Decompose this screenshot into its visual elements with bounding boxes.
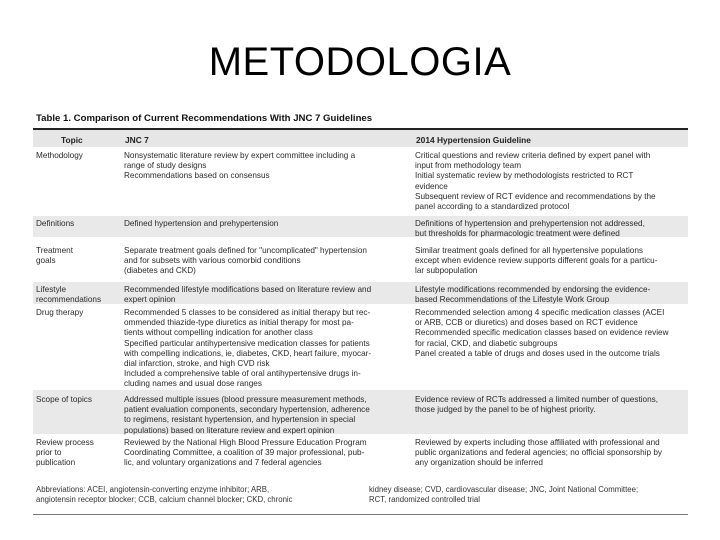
cell-line: range of study designs bbox=[124, 161, 207, 171]
cell-line: evidence bbox=[415, 181, 448, 191]
cell-line: Initial systematic review by methodologists restricted to RCT bbox=[415, 171, 634, 181]
cell-jnc7 bbox=[124, 246, 414, 277]
cell-line: for racial, CKD, and diabetic subgroups bbox=[415, 338, 558, 348]
cell-line: Panel created a table of drugs and doses used in the outcome trials bbox=[415, 348, 660, 358]
cell-line: Definitions bbox=[36, 219, 75, 228]
cell-line: recommendations bbox=[36, 295, 102, 305]
abbreviation-line: kidney disease; CVD, cardiovascular disease; JNC, Joint National Committee; bbox=[369, 485, 639, 494]
cell-jnc7 bbox=[124, 438, 414, 469]
table-document bbox=[33, 108, 688, 516]
cell-line: Reviewed by the National High Blood Pressure Education Program bbox=[124, 438, 367, 447]
table-bottom-rule bbox=[33, 514, 688, 515]
cell-jnc7 bbox=[124, 285, 414, 305]
cell-line: lar subpopulation bbox=[415, 266, 478, 276]
cell-line: Included a comprehensive table of oral antihypertensive drugs in- bbox=[124, 369, 361, 379]
cell-line: (diabetes and CKD) bbox=[124, 266, 196, 276]
cell-line: Specified particular antihypertensive medication classes for patients bbox=[124, 338, 370, 348]
cell-line: based Recommendations of the Lifestyle Work Group bbox=[415, 295, 610, 305]
cell-guideline bbox=[415, 285, 687, 305]
cell-line: or ARB, CCB or diuretics) and doses based on RCT evidence bbox=[415, 318, 638, 328]
cell-guideline bbox=[415, 438, 687, 469]
cell-line: patient evaluation components, secondary hypertension, adherence bbox=[124, 405, 370, 415]
cell-topic bbox=[36, 438, 121, 469]
cell-guideline bbox=[415, 308, 687, 359]
cell-line: Reviewed by experts including those affiliated with professional and bbox=[415, 438, 660, 447]
cell-line: any organization should be inferred bbox=[415, 458, 543, 468]
cell-line: Scope of topics bbox=[36, 395, 92, 404]
cell-line: Recommendations based on consensus bbox=[124, 171, 270, 181]
cell-line: lic, and voluntary organizations and 7 federal agencies bbox=[124, 458, 322, 468]
cell-topic bbox=[36, 151, 121, 161]
cell-line: Recommended specific medication classes based on evidence review bbox=[415, 328, 669, 338]
abbreviations-right bbox=[369, 485, 638, 505]
header-topic: Topic bbox=[61, 135, 83, 145]
cell-line: Methodology bbox=[36, 151, 83, 160]
cell-jnc7 bbox=[124, 395, 414, 436]
cell-topic bbox=[36, 246, 121, 266]
cell-guideline bbox=[415, 246, 687, 277]
cell-line: Subsequent review of RCT evidence and recommendations by the bbox=[415, 191, 656, 201]
cell-line: those judged by the panel to be of highest priority. bbox=[415, 405, 596, 415]
cell-line: populations) based on literature review and expert opinion bbox=[124, 425, 335, 435]
cell-guideline bbox=[415, 151, 687, 212]
cell-guideline bbox=[415, 395, 687, 415]
abbreviation-line: Abbreviations: ACEI, angiotensin-converting enzyme inhibitor; ARB, bbox=[36, 485, 270, 494]
abbreviation-line: angiotensin receptor blocker; CCB, calcium channel blocker; CKD, chronic bbox=[36, 495, 293, 504]
abbreviation-line: RCT, randomized controlled trial bbox=[369, 495, 480, 504]
cell-line: Drug therapy bbox=[36, 308, 84, 317]
cell-line: goals bbox=[36, 256, 56, 266]
cell-line: input from methodology team bbox=[415, 161, 522, 171]
cell-line: Separate treatment goals defined for "uncomplicated" hypertension bbox=[124, 246, 367, 255]
cell-topic bbox=[36, 395, 121, 405]
cell-line: Coordinating Committee, a coalition of 39 major professional, pub- bbox=[124, 448, 365, 458]
cell-line: Defined hypertension and prehypertension bbox=[124, 219, 279, 228]
cell-line: dial infarction, stroke, and high CVD risk bbox=[124, 359, 270, 369]
cell-line: Nonsystematic literature review by expert committee including a bbox=[124, 151, 356, 160]
header-jnc7: JNC 7 bbox=[125, 135, 149, 145]
cell-line: publication bbox=[36, 458, 76, 468]
cell-line: Critical questions and review criteria defined by expert panel with bbox=[415, 151, 651, 160]
cell-jnc7 bbox=[124, 151, 414, 182]
cell-line: Evidence review of RCTs addressed a limited number of questions, bbox=[415, 395, 659, 404]
cell-line: Treatment bbox=[36, 246, 74, 255]
cell-line: expert opinion bbox=[124, 295, 176, 305]
cell-topic bbox=[36, 308, 121, 318]
cell-line: and for subsets with various comorbid conditions bbox=[124, 256, 301, 266]
cell-line: with compelling indications, ie, diabetes, CKD, heart failure, myocar- bbox=[124, 348, 372, 358]
slide-title: METODOLOGIA bbox=[208, 40, 512, 84]
cell-line: Similar treatment goals defined for all hypertensive populations bbox=[415, 246, 644, 255]
cell-jnc7 bbox=[124, 308, 414, 390]
cell-line: tients without compelling indication for another class bbox=[124, 328, 313, 338]
cell-line: ommended thiazide-type diuretics as initial therapy for most pa- bbox=[124, 318, 354, 328]
cell-topic bbox=[36, 219, 121, 229]
cell-jnc7 bbox=[124, 219, 414, 229]
cell-topic bbox=[36, 285, 121, 305]
table-caption: Table 1. Comparison of Current Recommendations With JNC 7 Guidelines bbox=[36, 113, 373, 124]
cell-line: Addressed multiple issues (blood pressure measurement methods, bbox=[124, 395, 367, 404]
cell-line: Review process bbox=[36, 438, 94, 447]
cell-line: except when evidence review supports different goals for a particu- bbox=[415, 256, 658, 266]
cell-line: to regimens, resistant hypertension, and hypertension in special bbox=[124, 415, 356, 425]
header-guideline: 2014 Hypertension Guideline bbox=[416, 135, 531, 145]
cell-line: Definitions of hypertension and prehypertension not addressed, bbox=[415, 219, 645, 228]
cell-line: Lifestyle bbox=[36, 285, 67, 294]
cell-line: Recommended 5 classes to be considered as initial therapy but rec- bbox=[124, 308, 371, 317]
cell-line: cluding names and usual dose ranges bbox=[124, 379, 262, 389]
cell-line: prior to bbox=[36, 448, 62, 458]
cell-line: Recommended lifestyle modifications based on literature review and bbox=[124, 285, 372, 294]
cell-line: public organizations and federal agencies; no official sponsorship by bbox=[415, 448, 662, 458]
cell-line: but thresholds for pharmacologic treatment were defined bbox=[415, 229, 620, 239]
cell-guideline bbox=[415, 219, 687, 239]
cell-line: panel according to a standardized protocol bbox=[415, 202, 570, 212]
abbreviations-left bbox=[36, 485, 293, 505]
cell-line: Recommended selection among 4 specific medication classes (ACEI bbox=[415, 308, 665, 317]
cell-line: Lifestyle modifications recommended by endorsing the evidence- bbox=[415, 285, 651, 294]
